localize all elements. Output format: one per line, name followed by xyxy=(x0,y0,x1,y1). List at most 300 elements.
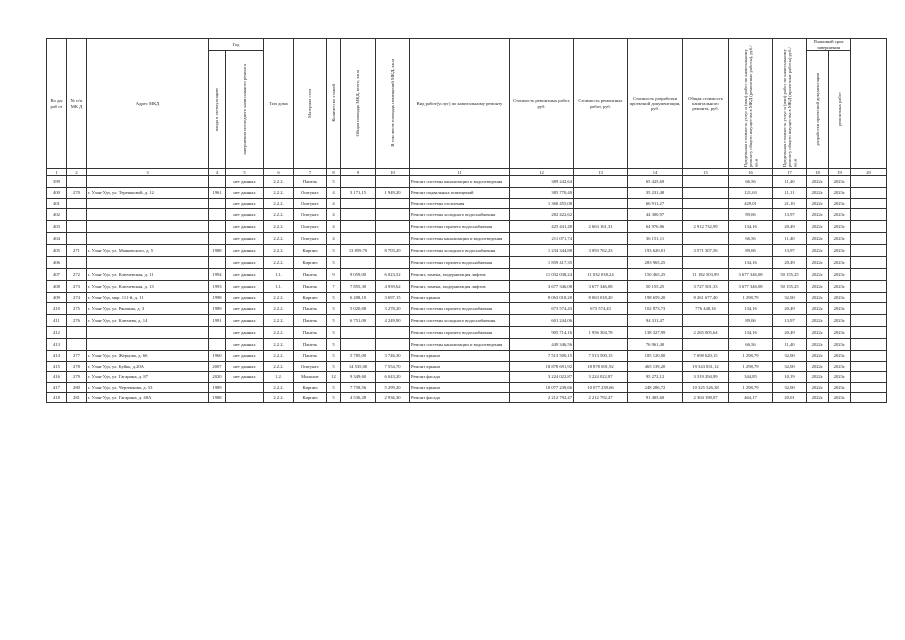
design-cost-cell: 193 620,01 xyxy=(628,244,683,256)
blank-cell-cell xyxy=(851,188,887,198)
table-row xyxy=(47,208,887,220)
total-cost-cell: 2 912 732,99 xyxy=(683,220,729,232)
limit-design-cell: 10,19 xyxy=(773,372,807,382)
header-term-group: Плановый срок завершения xyxy=(807,39,851,51)
repair-cost-sum-cell: 673 574,43 xyxy=(574,303,628,315)
row-number-cell: 412 xyxy=(47,327,67,339)
address-cell xyxy=(87,327,209,339)
repair-cost-sum-cell xyxy=(574,256,628,268)
premises-area-cell: 1 949,20 xyxy=(376,188,410,198)
address-cell: г. Улан-Удэ, мкр. 111-й, д. 11 xyxy=(87,292,209,302)
column-number: 4 xyxy=(209,169,226,176)
term-repair-cell: 2023г. xyxy=(829,315,851,327)
header-col-16: Предельная стоимость услуг и (или) работ по капитальному ремонту общего имущества в МКД (ремонтные работы), руб./кв.м xyxy=(729,39,773,169)
repair-cost-cell: 601 244,06 xyxy=(510,315,574,327)
term-design-cell: 2022г. xyxy=(807,244,829,256)
repair-program-table xyxy=(46,38,887,403)
wall-material-cell: Оштукат. xyxy=(294,198,327,208)
wall-material-cell: Кирпич xyxy=(294,382,327,392)
repair-cost-cell: 2 212 792,47 xyxy=(510,392,574,402)
year-last-repair-cell: нет данных xyxy=(226,292,264,302)
total-area-cell xyxy=(341,256,376,268)
year-last-repair-cell: нет данных xyxy=(226,315,264,327)
year-last-repair-cell: нет данных xyxy=(226,327,264,339)
year-built-cell: 1989 xyxy=(209,303,226,315)
column-number: 9 xyxy=(341,169,376,176)
limit-repair-cell: 89,06 xyxy=(729,315,773,327)
total-area-cell xyxy=(341,198,376,208)
year-last-repair-cell: нет данных xyxy=(226,303,264,315)
year-last-repair-cell: нет данных xyxy=(226,268,264,280)
design-cost-cell: 248 286,72 xyxy=(628,382,683,392)
work-type-cell: Ремонт, замена, модернизация лифтов xyxy=(410,280,510,292)
house-type-cell: 2.2.2. xyxy=(264,198,294,208)
year-last-repair-cell: нет данных xyxy=(226,372,264,382)
repair-cost-cell: 1 234 344,88 xyxy=(510,244,574,256)
blank-cell-cell xyxy=(851,268,887,280)
year-last-repair-cell: нет данных xyxy=(226,176,264,188)
total-area-cell xyxy=(341,327,376,339)
mkd-number-cell: 273 xyxy=(67,280,87,292)
total-cost-cell xyxy=(683,198,729,208)
limit-repair-cell: 66,56 xyxy=(729,232,773,244)
total-cost-cell xyxy=(683,208,729,220)
column-number: 18 xyxy=(807,169,829,176)
repair-cost-cell: 18 878 691,92 xyxy=(510,361,574,371)
limit-repair-cell: 89,06 xyxy=(729,208,773,220)
term-design-cell: 2022г. xyxy=(807,351,829,361)
term-design-cell: 2022г. xyxy=(807,392,829,402)
total-cost-cell xyxy=(683,339,729,351)
design-cost-cell: 94 311,47 xyxy=(628,315,683,327)
total-area-cell: 7 758,56 xyxy=(341,382,376,392)
wall-material-cell: Кирпич xyxy=(294,292,327,302)
floors-cell: 5 xyxy=(327,327,341,339)
work-type-cell: Ремонт системы канализации и водоотведения xyxy=(410,339,510,351)
header-col-9: Общая площадь МКД, всего, кв.м xyxy=(341,39,376,169)
work-type-cell: Ремонт системы горячего водоснабжения xyxy=(410,303,510,315)
term-design-cell: 2022г. xyxy=(807,208,829,220)
mkd-number-cell: 280 xyxy=(67,382,87,392)
row-number-cell: 411 xyxy=(47,315,67,327)
column-number: 16 xyxy=(729,169,773,176)
repair-cost-sum-cell: 2 212 792,47 xyxy=(574,392,628,402)
repair-cost-cell: 10 077 239,66 xyxy=(510,382,574,392)
house-type-cell: 2.2.2. xyxy=(264,256,294,268)
row-number-cell: 400 xyxy=(47,188,67,198)
blank-cell-cell xyxy=(851,198,887,208)
house-type-cell: 2.2.2. xyxy=(264,176,294,188)
term-repair-cell: 2023г. xyxy=(829,232,851,244)
table-row xyxy=(47,392,887,402)
house-type-cell: 2.2.2. xyxy=(264,351,294,361)
year-built-cell xyxy=(209,220,226,232)
term-design-cell: 2022г. xyxy=(807,315,829,327)
column-number: 13 xyxy=(574,169,628,176)
repair-cost-cell: 7 513 500,15 xyxy=(510,351,574,361)
floors-cell: 5 xyxy=(327,303,341,315)
total-cost-cell: 3 571 307,56 xyxy=(683,244,729,256)
limit-repair-cell: 1 298,79 xyxy=(729,292,773,302)
total-area-cell: 3 171,15 xyxy=(341,188,376,198)
work-type-cell: Ремонт крыши xyxy=(410,361,510,371)
address-cell xyxy=(87,232,209,244)
total-cost-cell: 2 265 005,64 xyxy=(683,327,729,339)
floors-cell: 5 xyxy=(327,315,341,327)
wall-material-cell: Панель xyxy=(294,339,327,351)
mkd-number-cell: 274 xyxy=(67,292,87,302)
wall-material-cell: Оштукат. xyxy=(294,361,327,371)
floors-cell: 7 xyxy=(327,280,341,292)
year-last-repair-cell: нет данных xyxy=(226,256,264,268)
repair-cost-cell: 425 441,48 xyxy=(510,220,574,232)
term-design-cell: 2022г. xyxy=(807,382,829,392)
term-repair-cell: 2023г. xyxy=(829,176,851,188)
total-area-cell: 5 785,00 xyxy=(341,351,376,361)
design-cost-cell: 138 327,99 xyxy=(628,327,683,339)
limit-repair-cell: 134,16 xyxy=(729,303,773,315)
limit-design-cell: 11,11 xyxy=(773,188,807,198)
premises-area-cell xyxy=(376,198,410,208)
repair-cost-sum-cell: 8 063 018,20 xyxy=(574,292,628,302)
premises-area-cell: 6 023,52 xyxy=(376,268,410,280)
table-row xyxy=(47,280,887,292)
total-area-cell xyxy=(341,220,376,232)
year-built-cell: 1998 xyxy=(209,292,226,302)
term-repair-cell: 2023г. xyxy=(829,351,851,361)
total-cost-cell xyxy=(683,315,729,327)
header-col-17: Предельная стоимость услуг и (или) работ по капитальному ремонту общего имущества в МКД (проектные работы) руб./кв.м xyxy=(773,39,807,169)
limit-design-cell: 13,97 xyxy=(773,315,807,327)
year-last-repair-cell: нет данных xyxy=(226,198,264,208)
design-cost-cell: 66 911,27 xyxy=(628,198,683,208)
wall-material-cell: Панель xyxy=(294,327,327,339)
column-number: 7 xyxy=(294,169,327,176)
mkd-number-cell: 278 xyxy=(67,361,87,371)
work-type-cell: Ремонт системы холодного водоснабжения xyxy=(410,244,510,256)
repair-cost-sum-cell xyxy=(574,315,628,327)
term-design-cell: 2022г. xyxy=(807,292,829,302)
floors-cell: 5 xyxy=(327,292,341,302)
repair-cost-cell: 389 242,64 xyxy=(510,176,574,188)
total-cost-cell: 776 448,16 xyxy=(683,303,729,315)
row-number-cell: 413 xyxy=(47,339,67,351)
repair-cost-sum-cell xyxy=(574,188,628,198)
total-area-cell: 4 536,28 xyxy=(341,392,376,402)
design-cost-cell: 44 300,97 xyxy=(628,208,683,220)
limit-design-cell: 32,00 xyxy=(773,361,807,371)
total-cost-cell: 11 182 503,99 xyxy=(683,268,729,280)
design-cost-cell: 64 976,86 xyxy=(628,220,683,232)
term-repair-cell: 2023г. xyxy=(829,339,851,351)
header-col-14: Стоимость разработки проектной документации, руб. xyxy=(628,39,683,169)
design-cost-cell: 102 873,73 xyxy=(628,303,683,315)
column-number: 19 xyxy=(829,169,851,176)
year-last-repair-cell: нет данных xyxy=(226,208,264,220)
row-number-cell: 414 xyxy=(47,351,67,361)
house-type-cell: 2.2.2. xyxy=(264,327,294,339)
table-row xyxy=(47,220,887,232)
mkd-number-cell xyxy=(67,327,87,339)
house-type-cell: 2.2.2. xyxy=(264,392,294,402)
limit-design-cell: 32,00 xyxy=(773,382,807,392)
table-body xyxy=(47,176,887,403)
column-number: 12 xyxy=(510,169,574,176)
repair-cost-cell: 1 859 417,35 xyxy=(510,256,574,268)
floors-cell: 5 xyxy=(327,176,341,188)
work-type-cell: Ремонт системы горячего водоснабжения xyxy=(410,220,510,232)
row-number-cell: 408 xyxy=(47,280,67,292)
year-last-repair-cell xyxy=(226,392,264,402)
column-number: 2 xyxy=(67,169,87,176)
year-last-repair-cell: нет данных xyxy=(226,244,264,256)
premises-area-cell xyxy=(376,220,410,232)
house-type-cell: 1.1. xyxy=(264,280,294,292)
repair-cost-cell: 3 677 346,08 xyxy=(510,280,574,292)
wall-material-cell: Панель xyxy=(294,268,327,280)
header-col-4: ввода в эксплуатацию xyxy=(209,51,226,169)
limit-repair-cell: 344,85 xyxy=(729,372,773,382)
repair-cost-sum-cell: 1 956 304,78 xyxy=(574,327,628,339)
work-type-cell: Ремонт, замена, модернизация лифтов xyxy=(410,268,510,280)
total-cost-cell: 8 261 677,40 xyxy=(683,292,729,302)
total-area-cell: 9 349,60 xyxy=(341,372,376,382)
repair-cost-sum-cell: 11 032 038,24 xyxy=(574,268,628,280)
limit-repair-cell: 121,63 xyxy=(729,188,773,198)
blank-cell-cell xyxy=(851,232,887,244)
column-number: 3 xyxy=(87,169,209,176)
year-last-repair-cell: нет данных xyxy=(226,220,264,232)
floors-cell: 4 xyxy=(327,198,341,208)
mkd-number-cell: 270 xyxy=(67,188,87,198)
term-repair-cell: 2023г. xyxy=(829,392,851,402)
repair-cost-cell: 3 224 022,87 xyxy=(510,372,574,382)
design-cost-cell: 185 120,00 xyxy=(628,351,683,361)
wall-material-cell: Панель xyxy=(294,351,327,361)
year-built-cell: 1994 xyxy=(209,268,226,280)
column-number: 6 xyxy=(264,169,294,176)
address-cell xyxy=(87,208,209,220)
repair-cost-cell: 905 714,16 xyxy=(510,327,574,339)
row-number-cell: 404 xyxy=(47,232,67,244)
mkd-number-cell xyxy=(67,176,87,188)
mkd-number-cell: 271 xyxy=(67,244,87,256)
address-cell xyxy=(87,339,209,351)
total-area-cell xyxy=(341,339,376,351)
mkd-number-cell: 276 xyxy=(67,315,87,327)
house-type-cell: 2.2.2. xyxy=(264,339,294,351)
blank-cell-cell xyxy=(851,382,887,392)
total-area-cell: 5 020,68 xyxy=(341,303,376,315)
year-built-cell xyxy=(209,339,226,351)
design-cost-cell: 35 231,48 xyxy=(628,188,683,198)
blank-cell-cell xyxy=(851,208,887,220)
year-built-cell: 1991 xyxy=(209,315,226,327)
floors-cell: 5 xyxy=(327,361,341,371)
limit-repair-cell: 3 677 346,08 xyxy=(729,268,773,280)
wall-material-cell: Оштукат. xyxy=(294,232,327,244)
year-built-cell xyxy=(209,327,226,339)
premises-area-cell: 8 703,20 xyxy=(376,244,410,256)
term-repair-cell: 2023г. xyxy=(829,244,851,256)
design-cost-cell: 76 961,40 xyxy=(628,339,683,351)
repair-cost-cell: 211 071,74 xyxy=(510,232,574,244)
limit-design-cell: 20,49 xyxy=(773,327,807,339)
wall-material-cell: Кирпич xyxy=(294,392,327,402)
header-col-19: ремонтных работ xyxy=(829,51,851,169)
total-cost-cell: 7 698 620,15 xyxy=(683,351,729,361)
total-cost-cell: 3 319 294,99 xyxy=(683,372,729,382)
wall-material-cell: Оштукат. xyxy=(294,208,327,220)
address-cell: г. Улан-Удэ, ул. Ключевская, д. 13 xyxy=(87,280,209,292)
row-number-cell: 415 xyxy=(47,361,67,371)
row-number-cell: 405 xyxy=(47,244,67,256)
term-repair-cell: 2023г. xyxy=(829,280,851,292)
work-type-cell: Ремонт фасада xyxy=(410,392,510,402)
year-built-cell: 1989 xyxy=(209,382,226,392)
limit-repair-cell: 1 298,79 xyxy=(729,361,773,371)
repair-cost-cell: 8 063 018,20 xyxy=(510,292,574,302)
floors-cell: 4 xyxy=(327,220,341,232)
mkd-number-cell xyxy=(67,232,87,244)
wall-material-cell: Панель xyxy=(294,303,327,315)
repair-cost-cell: 385 770,40 xyxy=(510,188,574,198)
table-row xyxy=(47,268,887,280)
floors-cell: 5 xyxy=(327,351,341,361)
wall-material-cell: Панель xyxy=(294,315,327,327)
floors-cell: 4 xyxy=(327,208,341,220)
mkd-number-cell: 275 xyxy=(67,303,87,315)
mkd-number-cell: 277 xyxy=(67,351,87,361)
blank-cell-cell xyxy=(851,327,887,339)
term-design-cell: 2022г. xyxy=(807,256,829,268)
work-type-cell: Ремонт крыши xyxy=(410,382,510,392)
house-type-cell: 1.2. xyxy=(264,372,294,382)
work-type-cell: Ремонт подвальных помещений xyxy=(410,188,510,198)
table-row xyxy=(47,256,887,268)
total-cost-cell: 3 727 501,33 xyxy=(683,280,729,292)
limit-repair-cell: 66,56 xyxy=(729,339,773,351)
address-cell: г. Улан-Удэ, ул. Жерцова, д. 66 xyxy=(87,351,209,361)
blank-cell-cell xyxy=(851,220,887,232)
address-cell xyxy=(87,256,209,268)
total-cost-cell: 2 304 198,07 xyxy=(683,392,729,402)
limit-repair-cell: 3 677 346,08 xyxy=(729,280,773,292)
design-cost-cell: 91 405,60 xyxy=(628,392,683,402)
term-design-cell: 2022г. xyxy=(807,361,829,371)
wall-material-cell: Кирпич xyxy=(294,244,327,256)
premises-area-cell: 7 554,70 xyxy=(376,361,410,371)
work-type-cell: Ремонт системы горячего водоснабжения xyxy=(410,327,510,339)
wall-material-cell: Панель xyxy=(294,176,327,188)
blank-cell-cell xyxy=(851,303,887,315)
floors-cell: 5 xyxy=(327,392,341,402)
limit-design-cell: 20,49 xyxy=(773,303,807,315)
year-last-repair-cell: нет данных xyxy=(226,280,264,292)
blank-cell-cell xyxy=(851,176,887,188)
term-design-cell: 2022г. xyxy=(807,232,829,244)
year-built-cell: 2007 xyxy=(209,361,226,371)
term-design-cell: 2022г. xyxy=(807,198,829,208)
row-number-cell: 417 xyxy=(47,382,67,392)
address-cell xyxy=(87,176,209,188)
repair-cost-sum-cell: 3 677 346,08 xyxy=(574,280,628,292)
column-number: 8 xyxy=(327,169,341,176)
total-cost-cell xyxy=(683,176,729,188)
limit-repair-cell: 464,17 xyxy=(729,392,773,402)
address-cell: г. Улан-Удэ, ул. Ключева, д. 14 xyxy=(87,315,209,327)
term-repair-cell: 2023г. xyxy=(829,303,851,315)
year-last-repair-cell: нет данных xyxy=(226,361,264,371)
mkd-number-cell: 281 xyxy=(67,392,87,402)
row-number-cell: 402 xyxy=(47,208,67,220)
premises-area-cell xyxy=(376,176,410,188)
blank-cell-cell xyxy=(851,361,887,371)
year-last-repair-cell xyxy=(226,382,264,392)
wall-material-cell: Панель xyxy=(294,280,327,292)
limit-design-cell: 50 155,25 xyxy=(773,268,807,280)
limit-repair-cell: 1 298,79 xyxy=(729,382,773,392)
total-area-cell: 6 208,10 xyxy=(341,292,376,302)
term-repair-cell: 2023г. xyxy=(829,208,851,220)
floors-cell: 12 xyxy=(327,372,341,382)
term-design-cell: 2022г. xyxy=(807,372,829,382)
total-cost-cell: 10 325 526,38 xyxy=(683,382,729,392)
premises-area-cell xyxy=(376,208,410,220)
limit-design-cell: 13,97 xyxy=(773,208,807,220)
header-col-5: завершения последнего капитального ремонта xyxy=(226,51,264,169)
mkd-number-cell xyxy=(67,208,87,220)
blank-cell-cell xyxy=(851,256,887,268)
term-design-cell: 2022г. xyxy=(807,303,829,315)
header-col-13: Стоимость ремонтных работ, руб. xyxy=(574,39,628,169)
limit-repair-cell: 1 298,79 xyxy=(729,351,773,361)
repair-cost-cell: 449 346,56 xyxy=(510,339,574,351)
repair-cost-cell: 1 360 455,08 xyxy=(510,198,574,208)
term-repair-cell: 2023г. xyxy=(829,327,851,339)
blank-cell-cell xyxy=(851,372,887,382)
term-repair-cell: 2023г. xyxy=(829,292,851,302)
column-number-row xyxy=(47,169,887,176)
design-cost-cell: 198 659,20 xyxy=(628,292,683,302)
total-area-cell: 13 859,70 xyxy=(341,244,376,256)
table-row xyxy=(47,351,887,361)
limit-repair-cell: 429,01 xyxy=(729,198,773,208)
premises-area-cell: 4 249,90 xyxy=(376,315,410,327)
year-built-cell xyxy=(209,208,226,220)
house-type-cell: 2.2.2. xyxy=(264,244,294,256)
total-cost-cell xyxy=(683,188,729,198)
term-repair-cell: 2023г. xyxy=(829,372,851,382)
column-number: 1 xyxy=(47,169,67,176)
mkd-number-cell: 279 xyxy=(67,372,87,382)
term-design-cell: 2022г. xyxy=(807,220,829,232)
column-number: 14 xyxy=(628,169,683,176)
repair-cost-sum-cell: 7 513 500,15 xyxy=(574,351,628,361)
table-row xyxy=(47,315,887,327)
blank-cell-cell xyxy=(851,315,887,327)
address-cell: г. Улан-Удэ, ул. Гагарина, д. 87 xyxy=(87,372,209,382)
wall-material-cell: Кирпич xyxy=(294,256,327,268)
design-cost-cell: 95 272,12 xyxy=(628,372,683,382)
limit-design-cell: 20,01 xyxy=(773,392,807,402)
year-last-repair-cell: нет данных xyxy=(226,351,264,361)
limit-repair-cell: 134,16 xyxy=(729,327,773,339)
total-area-cell: 14 535,00 xyxy=(341,361,376,371)
mkd-number-cell: 272 xyxy=(67,268,87,280)
repair-cost-cell: 673 574,43 xyxy=(510,303,574,315)
table-row xyxy=(47,382,887,392)
